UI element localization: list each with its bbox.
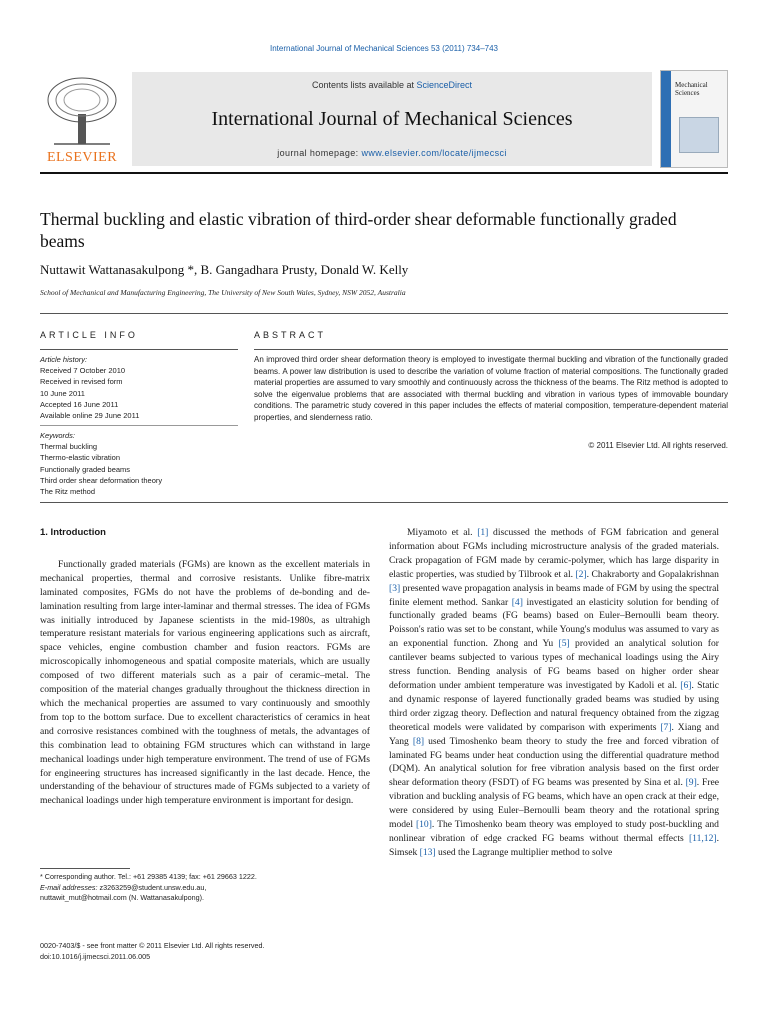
elsevier-wordmark: ELSEVIER [46,150,118,165]
reference-link[interactable]: [4] [511,596,523,608]
right-column [389,526,719,860]
keyword-item: Thermo-elastic vibration [40,453,121,463]
email-label: E-mail addresses: [40,882,98,892]
journal-header [40,70,728,168]
text: . The Timoshenko beam theory was employed to study post-buckling and nonlinear vibration of edge cracked FG beams without thermal effects [389,819,719,844]
text: provided an analytical solution for cantilever beams subjected to various types of mechanical loadings using the Airy stress function. Bending analysis of FG beams based on higher order shear deformation under ambient temperature was investigated by Kadoli et al. [389,638,719,691]
homepage-link[interactable]: www.elsevier.com/locate/ijmecsci [361,148,507,158]
email-address[interactable]: nuttawit_mut@hotmail.com (N. Wattanasakulpong). [40,893,205,903]
history-item: Received 7 October 2010 [40,366,126,376]
keyword-item: Thermal buckling [40,442,98,452]
text: discussed the methods of FGM fabrication and general information about FGMs including microstructure analysis of the graded materials. Crack propagation of FGM made by ceramic-polymer, which has large disparity in elastic properties, was studied by Tilbrook et al. [389,527,720,580]
abstract-text: An improved third order shear deformation theory is employed to investigate thermal buckling and vibration of the functionally graded beams. A power law distribution is used to describe the variation of volume fraction of material compositions. The functionally graded material properties are assumed to vary smoothly and continuously across the thickness of the beams. The Ritz method is adopted to solve the eigenvalue problems that are associated with thermal buckling and vibration in various types of immovable boundary conditions. The parametric study covered in this paper includes the effects of material composition, temperature-dependent material properties, and slenderness ratio. [254,355,728,422]
reference-link[interactable]: [10] [415,819,432,831]
journal-citation[interactable]: International Journal of Mechanical Sciences 53 (2011) 734–743 [270,44,498,53]
article-title: Thermal buckling and elastic vibration of third-order shear deformable functionally graded beams [40,209,677,251]
keyword-item: Functionally graded beams [40,464,131,474]
cover-title [675,81,727,97]
intro-paragraph-2 [389,526,719,860]
footnotes [40,872,370,904]
keywords [40,430,240,497]
abstract-heading: ABSTRACT [254,330,327,340]
reference-link[interactable]: [11,12] [688,832,717,844]
reference-link[interactable]: [2] [575,568,587,580]
divider [254,349,728,350]
article-info-heading: ARTICLE INFO [40,330,138,340]
header-rule [40,172,728,174]
authors: Nuttawit Wattanasakulpong *, B. Gangadhara Prusty, Donald W. Kelly [40,262,409,277]
journal-cover [660,70,728,168]
journal-banner [132,72,652,166]
elsevier-tree-icon [44,76,120,146]
reference-link[interactable]: [7] [660,721,672,733]
issn-line: 0020-7403/$ - see front matter © 2011 Elsevier Ltd. All rights reserved. [40,941,265,950]
reference-link[interactable]: [8] [412,735,425,747]
contents-availability [132,80,652,90]
corresponding-author: * Corresponding author. Tel.: +61 29385 4139; fax: +61 29663 1222. [40,872,257,881]
journal-title: International Journal of Mechanical Sciences [211,108,573,130]
intro-paragraph: Functionally graded materials (FGMs) are known as the excellent materials in mechanical properties, thermal and corrosive resistants. Unlike fibre-matrix laminated composites, FGMs do not have the problems of de-bonding and de-lamination resulting from large inter-laminar and thermal stresses. The idea of FGMs was initially introduced by Japanese scientists in the mid-1980s, as ultrahigh temperature resistant materials for various engineering applications such as aircraft, space vehicles, engine combustion chamber and fusion reactors. FGMs are microscopically inhomogeneous and spatial composite materials, which are usually composed of two different materials such as a pair of ceramic–metal. The composition of the material changes gradually throughout the thickness direction in which the mechanical properties are assumed to vary continuously and smoothly from top to the bottom surface. Due to excellent characteristics of ceramics in heat and corrosive resistances combined with the toughness of metals, the advantages of this combination lead to obtaining FGM structures which can withstand in large mechanical loadings under high temperature environment. The trend of use of FGMs for engineering structures has increased significantly in the last decade. Hence, the understanding of the behaviour of structures made of FGMs subjected to a variety of mechanical loadings under high temperature environment is important for design. [40,558,370,807]
cover-title-line2: Sciences [675,89,700,97]
cover-strip [661,71,671,167]
sciencedirect-link[interactable]: ScienceDirect [416,80,473,90]
publication-info [40,940,370,962]
text: investigated an elasticity solution for bending of functionally graded beams (FG beams) based on Euler–Bernoulli beam theory. Poisson's ratio was set to be constant, while Young's modulus was assumed to vary as an exponential function. Zhong and Yu [389,596,719,650]
keyword-item: Third order shear deformation theory [40,475,163,485]
reference-link[interactable]: [9] [685,777,697,789]
text: used the Lagrange multiplier method to solve [435,846,613,858]
text: . Static and dynamic response of layered functionally graded beams was studied by using third order zigzag theory. Deflection and natural frequency obtained from the zigzag theoretical models were validated by comparison with experiments [389,679,719,733]
reference-link[interactable]: [13] [419,846,436,858]
reference-link[interactable]: [3] [389,582,401,594]
copyright: © 2011 Elsevier Ltd. All rights reserved. [588,441,728,450]
history-item: Accepted 16 June 2011 [40,399,119,409]
history-item: 10 June 2011 [40,388,85,398]
text: . Free vibration and buckling analysis of FG beams, which have an open crack at their edge, were considered by using Euler–Bernoulli beam theory and the rotational spring model [389,777,719,831]
history-item: Available online 29 June 2011 [40,411,140,421]
reference-link[interactable]: [1] [477,527,489,538]
history-label: Article history: [40,355,88,364]
article-history [40,354,240,421]
text: . Simsek [389,832,719,858]
text: . Chakraborty and Gopalakrishnan [586,568,719,580]
affiliation: School of Mechanical and Manufacturing Engineering, The University of New South Wales, Sydney, NSW 2052, Australia [40,288,406,297]
email-line [40,883,370,894]
cover-image [679,117,719,153]
text: . Xiang and Yang [389,721,719,747]
journal-homepage [132,148,652,158]
divider [40,313,728,314]
contents-prefix: Contents lists available at [311,80,417,90]
email-address[interactable]: z3263259@student.unsw.edu.au, [97,882,207,892]
reference-link[interactable]: [6] [680,679,692,691]
footnote-rule [40,868,130,869]
divider [40,349,238,350]
keywords-label: Keywords: [40,431,76,440]
keyword-item: The Ritz method [40,487,96,497]
text: Miyamoto et al. [407,527,478,538]
doi-line[interactable]: doi:10.1016/j.ijmecsci.2011.06.005 [40,952,151,961]
cover-title-line1: Mechanical [675,81,708,89]
divider [40,502,728,503]
section-heading: 1. Introduction [40,527,106,538]
reference-link[interactable]: [5] [558,638,570,650]
elsevier-logo [40,70,124,168]
divider [40,425,238,426]
left-column [40,526,370,808]
history-item: Received in revised form [40,377,123,387]
text: presented wave propagation analysis in beams made of FGM by using the spectral finite element method. Sankar [389,582,719,608]
homepage-prefix: journal homepage: [277,148,362,158]
text: used Timoshenko beam theory to study the free and forced vibration of laminated FG beams under heat conduction using the differential quadrature method (DQM). An analytical solution for free vibration analysis based on the first order shear deformation theory (FSDT) of FG beams was presented by Sina et al. [389,735,720,789]
